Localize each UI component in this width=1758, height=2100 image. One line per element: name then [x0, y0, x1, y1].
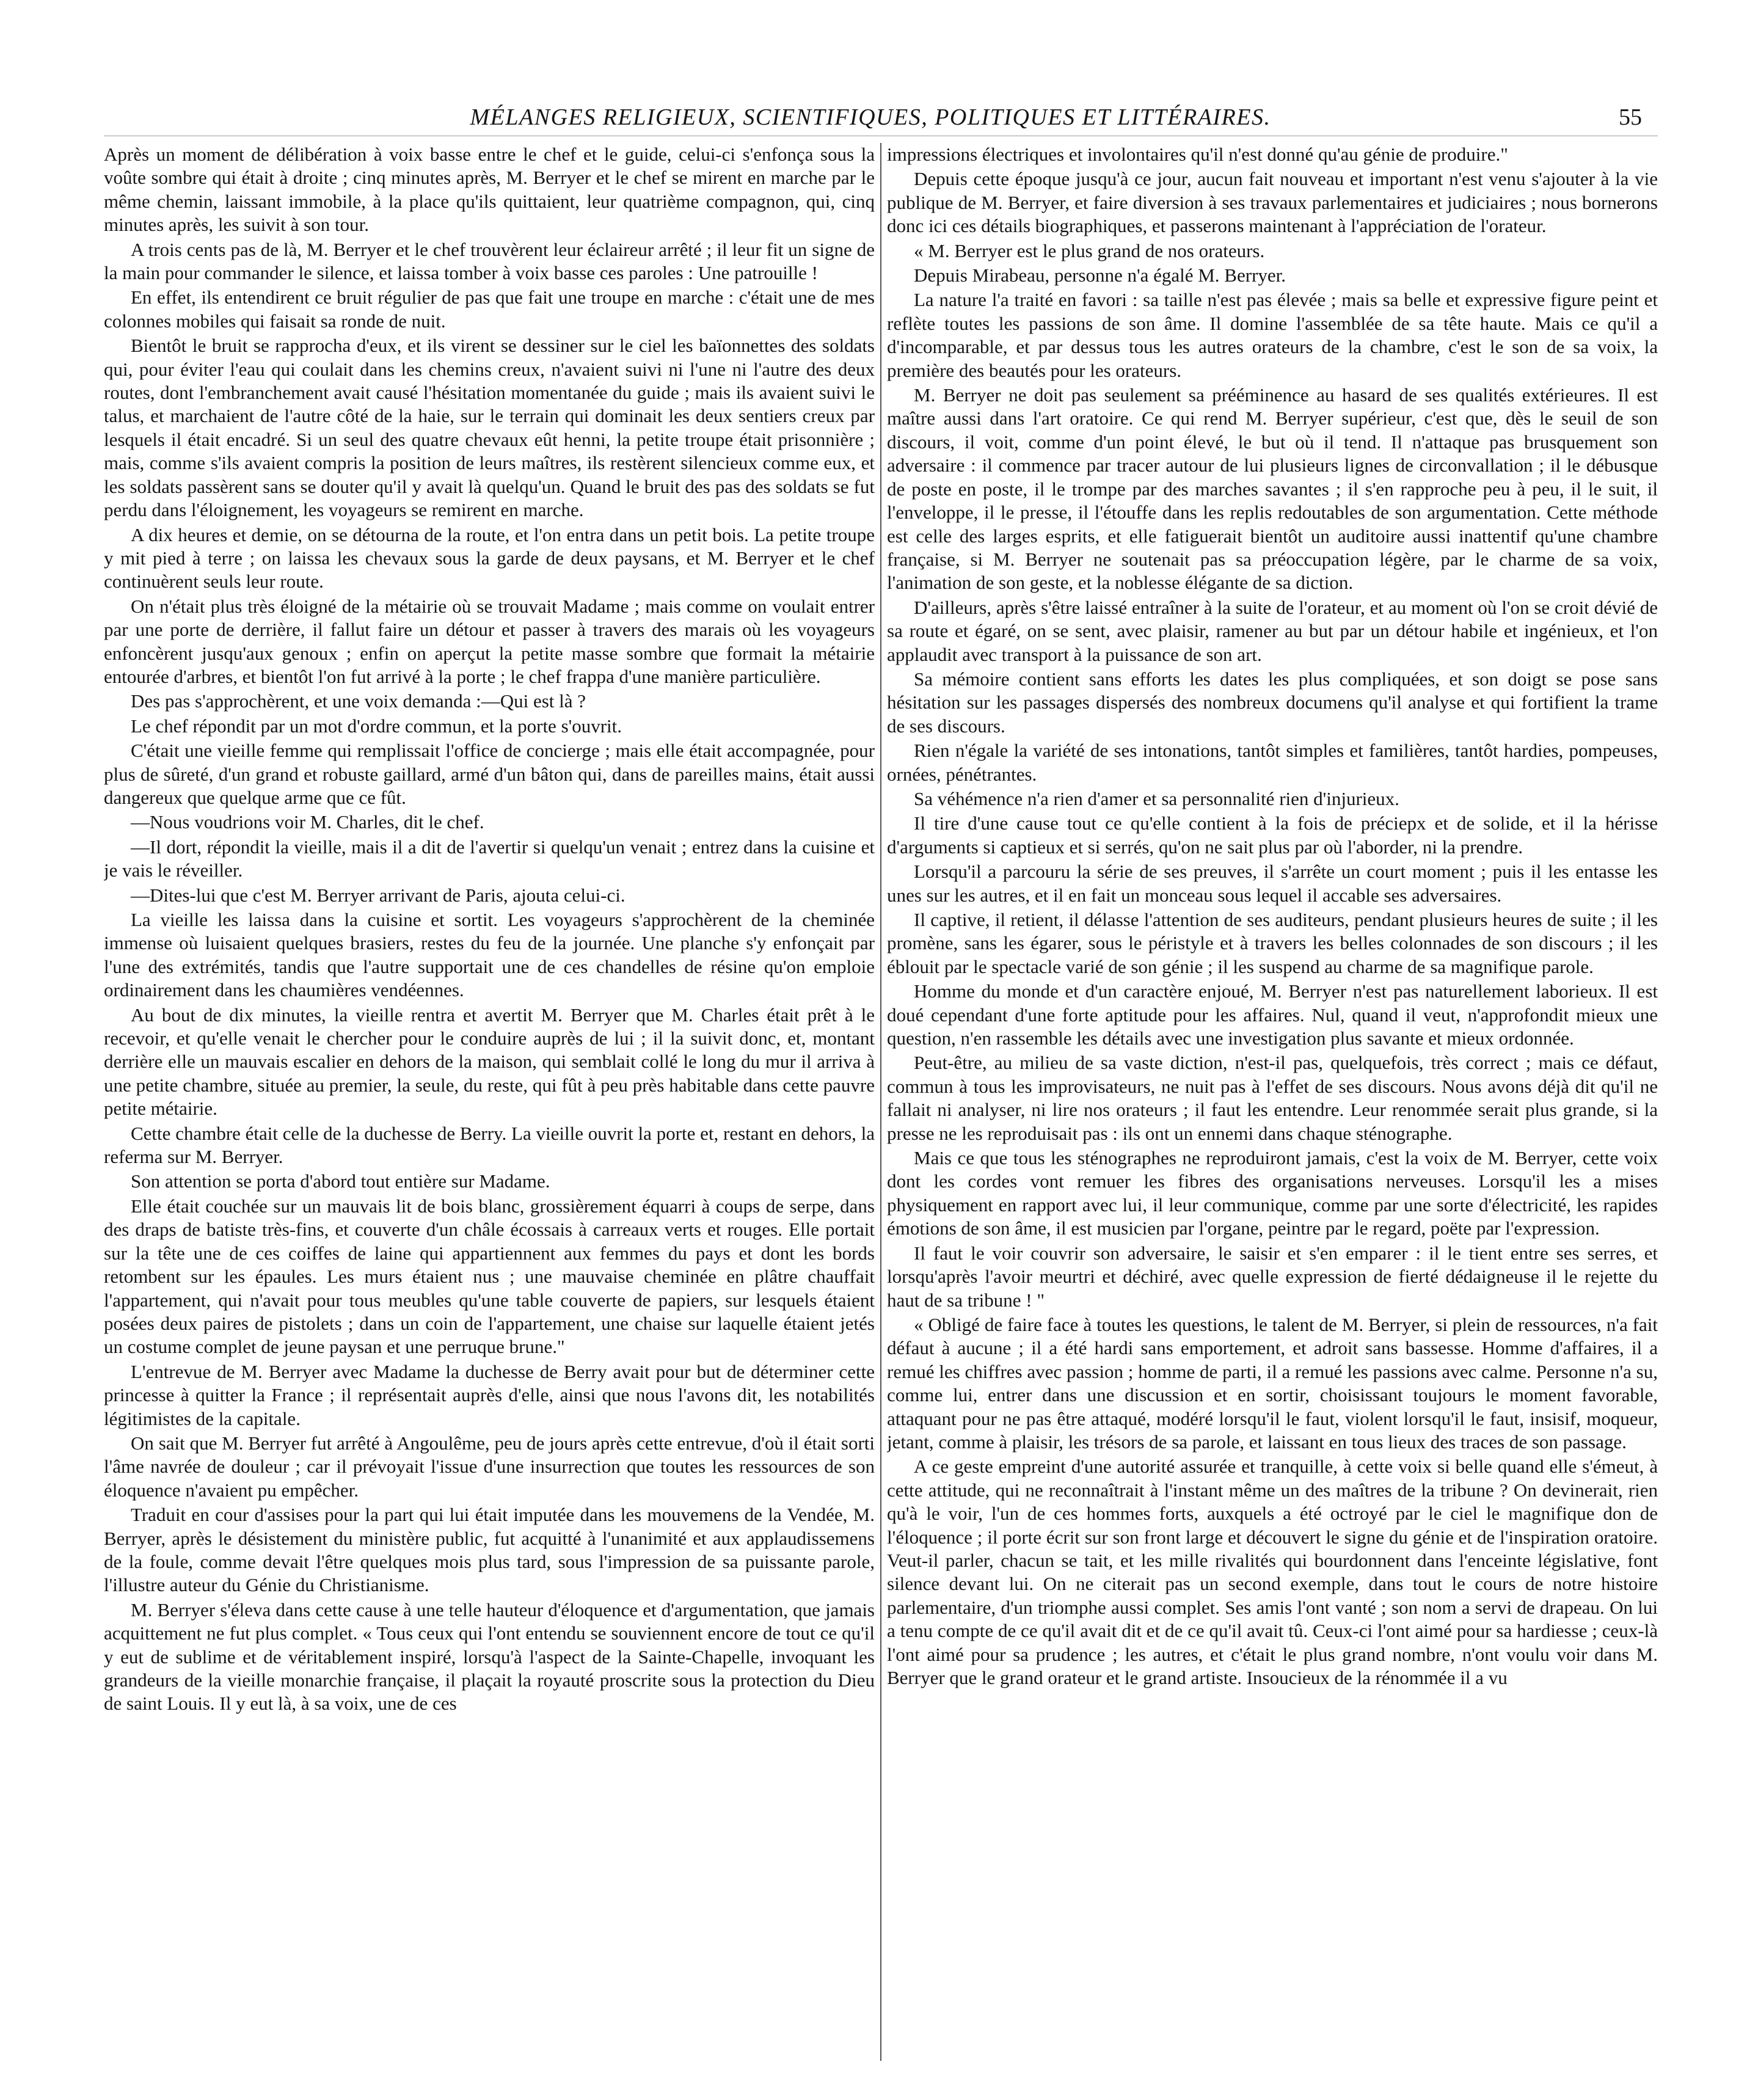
paragraph: Traduit en cour d'assises pour la part qui lui était imputée dans les mouvemens de la Vendée, M. Berryer, après le désistement du ministère public, fut acquitté à l'unanimité et aux applaudissemens de la foule, comme devait l'être quelques mois plus tard, sous l'impression de sa puissante parole, l'illustre auteur du Génie du Christianisme. [104, 1504, 875, 1596]
paragraph: Cette chambre était celle de la duchesse de Berry. La vieille ouvrit la porte et, restant en dehors, la referma sur M. Berryer. [104, 1122, 875, 1168]
paragraph: Homme du monde et d'un caractère enjoué, M. Berryer n'est pas naturellement laborieux. Il est doué cependant d'une forte aptitude pour les affaires. Nul, quand il veut, n'approfondit mieux une question, n'en rassemble les détails avec une investigation plus savante et mieux ordonnée. [887, 980, 1658, 1049]
paragraph: Sa véhémence n'a rien d'amer et sa personnalité rien d'injurieux. [914, 787, 1399, 809]
paragraph: On n'était plus très éloigné de la métairie où se trouvait Madame ; mais comme on voulait entrer par une porte de derrière, il fallut faire un détour et passer à travers des marais où les voyageurs enfoncèrent jusqu'aux genoux ; enfin on aperçut la petite masse sombre que formait la métairie entourée d'arbres, et bientôt l'on fut arrivé à la porte ; le chef frappa d'une manière particulière. [104, 595, 875, 687]
paragraph: Il tire d'une cause tout ce qu'elle contient à la fois de préciepx et de solide, et il la hérisse d'arguments si captieux et si serrés, qu'on ne sait plus par où l'aborder, ni la prendre. [887, 812, 1658, 858]
paragraph: Rien n'égale la variété de ses intonations, tantôt simples et familières, tantôt hardies, pompeuses, ornées, pénétrantes. [887, 740, 1658, 785]
paragraph: —Il dort, répondit la vieille, mais il a dit de l'avertir si quelqu'un venait ; entrez dans la cuisine et je vais le réveiller. [104, 836, 875, 881]
paragraph: C'était une vieille femme qui remplissait l'office de concierge ; mais elle était accompagnée, pour plus de sûreté, d'un grand et robuste gaillard, armé d'un bâton qui, dans de pareilles mains, était aussi dangereux que quelque arme que ce fût. [104, 740, 875, 808]
paragraph: Au bout de dix minutes, la vieille rentra et avertit M. Berryer que M. Charles était prêt à le recevoir, et qu'elle venait le chercher pour le conduire auprès de lui ; il la suivit donc, et, montant derrière elle un mauvais escalier en dehors de la maison, qui semblait collé le long du mur il arriva à une petite chambre, située au premier, la seule, du reste, qui fût à peu près habitable dans cette pauvre petite métairie. [104, 1004, 875, 1120]
paragraph: D'ailleurs, après s'être laissé entraîner à la suite de l'orateur, et au moment où l'on se croit dévié de sa route et égaré, on se sent, avec plaisir, ramener au but par un détour habile et ingénieux, et l'on applaudit avec transport à la puissance de son art. [887, 596, 1658, 665]
paragraph: La nature l'a traité en favori : sa taille n'est pas élevée ; mais sa belle et expressive figure peint et reflète toutes les passions de son âme. Il domine l'assemblée de sa tête haute. Mais ce qu'il a d'incomparable, et par dessus tous les autres orateurs de la chambre, c'est le son de sa voix, la première des beautés pour les orateurs. [887, 289, 1658, 381]
paragraph: Lorsqu'il a parcouru la série de ses preuves, il s'arrête un court moment ; puis il les entasse les unes sur les autres, et il en fait un monceau sous lequel il accable ses adversaires. [887, 861, 1658, 906]
paragraph: Peut-être, au milieu de sa vaste diction, n'est-il pas, quelquefois, très correct ; mais ce défaut, commun à tous les improvisateurs, ne nuit pas à l'effet de ses discours. Nous avons déjà dit qu'il ne fallait ni analyser, ni lire nos orateurs ; il faut les entendre. Leur renommée serait plus grande, si la presse ne les reproduisait pas : ils ont un ennemi dans chaque sténographe. [887, 1052, 1658, 1144]
paragraph: A trois cents pas de là, M. Berryer et le chef trouvèrent leur éclaireur arrêté ; il leur fit un signe de la main pour commander le silence, et laissa tomber à voix basse ces paroles : Une patrouille ! [104, 238, 875, 284]
paragraph: A dix heures et demie, on se détourna de la route, et l'on entra dans un petit bois. La petite troupe y mit pied à terre ; on laissa les chevaux sous la garde de deux paysans, et M. Berryer et le chef continuèrent seuls leur route. [104, 523, 875, 592]
paragraph: A ce geste empreint d'une autorité assurée et tranquille, à cette voix si belle quand elle s'émeut, à cette attitude, qui ne reconnaîtrait à l'instant même un des maîtres de la tribune ? On devinerait, rien qu'à le voir, l'un de ces hommes forts, auxquels a été octroyé par le ciel le magnifique don de l'éloquence ; il porte écrit sur son front large et découvert le signe du génie et de l'inspiration oratoire. Veut-il parler, chacun se tait, et les mille rivalités qui bourdonnent dans l'enceinte législative, font silence devant lui. On ne citerait pas un second exemple, dans tout le cours de notre histoire parlementaire, d'un triomphe aussi complet. Ses amis l'ont vanté ; son nom a servi de drapeau. On lui a tenu compte de ce qu'il avait dit et de ce qu'il avait tû. Ceux-ci l'ont aimé pour sa hardiesse ; ceux-là l'ont aimé pour sa prudence ; les autres, et c'était le plus grand nombre, n'ont voulu voir dans M. Berryer que le grand orateur et le grand artiste. Insoucieux de la rénommée il a vu [887, 1456, 1658, 1688]
paragraph: —Dites-lui que c'est M. Berryer arrivant de Paris, ajouta celui-ci. [131, 884, 626, 906]
paragraph: Sa mémoire contient sans efforts les dates les plus compliquées, et son doigt se pose sans hésitation sur les passages dispersés des nombreux documens qu'il analyse et qui fortifient la trame de ses discours. [887, 668, 1658, 737]
paragraph: Bientôt le bruit se rapprocha d'eux, et ils virent se dessiner sur le ciel les baïonnettes des soldats qui, pour éviter l'eau qui coulait dans les chemins creux, n'avaient suivi ni l'une ni l'autre des deux routes, dont l'embranchement avait causé l'hésitation momentanée du guide ; mais ils avaient suivi le talus, et marchaient de l'autre côté de la haie, sur le terrain qui dominait les deux sentiers creux par lesquels il était encadré. Si un seul des quatre chevaux eût henni, la petite troupe était prisonnière ; mais, comme s'ils avaient compris la position de leurs maîtres, ils restèrent silencieux comme eux, et les soldats passèrent sans se douter qu'il y avait là quelqu'un. Quand le bruit des pas des soldats se fut perdu dans l'éloignement, les voyageurs se remirent en marche. [104, 335, 875, 521]
paragraph: Son attention se porta d'abord tout entière sur Madame. [131, 1170, 550, 1192]
paragraph: Depuis cette époque jusqu'à ce jour, aucun fait nouveau et important n'est venu s'ajouter à la vie publique de M. Berryer, et faire diversion à ses travaux parlementaires et judiciaires ; nous bornerons donc ici ces détails biographiques, et passerons maintenant à l'appréciation de l'orateur. [887, 168, 1658, 237]
paragraph: « Obligé de faire face à toutes les questions, le talent de M. Berryer, si plein de ressources, n'a fait défaut à aucune ; il a été hardi sans emportement, et adroit sans bassesse. Homme d'affaires, il a remué les chiffres avec passion ; homme de parti, il a remué les passions avec calme. Personne n'a su, comme lui, entrer dans une discussion et en sortir, choisissant toujours le moment favorable, attaquant pour ne pas être attaqué, modéré lorsqu'il le faut, violent lorsqu'il le faut, insisif, moqueur, jetant, comme à plaisir, les trésors de sa parole, et laissant en tous lieux des traces de son passage. [887, 1313, 1658, 1453]
paragraph: Il faut le voir couvrir son adversaire, le saisir et s'en emparer : il le tient entre ses serres, et lorsqu'après l'avoir meurtri et déchiré, avec quelle expression de fierté dédaigneuse il le rejette du haut de sa tribune ! " [887, 1242, 1658, 1311]
paragraph: M. Berryer ne doit pas seulement sa prééminence au hasard de ses qualités extérieures. Il est maître aussi dans l'art oratoire. Ce qui rend M. Berryer supérieur, c'est que, dès le seuil de son discours, il voit, comme d'un point élevé, le but où il tend. Il n'attaque pas brusquement son adversaire : il commence par tracer autour de lui plusieurs lignes de circonvallation ; il le débusque de poste en poste, il le trompe par des marches savantes ; il s'en rapproche peu à peu, il le suit, il l'enveloppe, il le presse, il l'étouffe dans les replis redoutables de son argumentation. Cette méthode est celle des larges esprits, et elle fatiguerait bientôt un auditoire aussi inattentif qu'une chambre française, si M. Berryer ne soutenait pas sa préoccupation légère, par le charme de sa voix, l'animation de son geste, et la noblesse élégante de sa diction. [887, 384, 1658, 594]
paragraph: En effet, ils entendirent ce bruit régulier de pas que fait une troupe en marche : c'était une de mes colonnes mobiles qui faisait sa ronde de nuit. [104, 286, 875, 332]
paragraph: Depuis Mirabeau, personne n'a égalé M. Berryer. [914, 264, 1286, 286]
paragraph: M. Berryer s'éleva dans cette cause à une telle hauteur d'éloquence et d'argumentation, que jamais acquittement ne fut plus complet. « Tous ceux qui l'ont entendu se souviennent encore de tout ce qu'il y eut de sublime et de véritablement inspiré, lorsqu'à l'aspect de la Sainte-Chapelle, invoquant les grandeurs de la vieille monarchie française, il plaçait la royauté proscrite sous la protection du Dieu de saint Louis. Il y eut là, à sa voix, une de ces [104, 1599, 875, 1715]
paragraph: On sait que M. Berryer fut arrêté à Angoulême, peu de jours après cette entrevue, d'où il était sorti l'âme navrée de douleur ; car il prévoyait l'issue d'une insurrection que toutes les ressources de son éloquence n'avaient pu empêcher. [104, 1432, 875, 1501]
paragraph: Elle était couchée sur un mauvais lit de bois blanc, grossièrement équarri à coups de serpe, dans des draps de batiste très-fins, et couverte d'un châle écossais à carreaux verts et rouges. Elle portait sur la tête une de ces coiffes de laine qui appartiennent aux femmes du pays et dont les bords retombent sur les épaules. Les murs étaient nus ; une mauvaise cheminée en plâtre chauffait l'appartement, qui n'avait pour tous meubles qu'une table couverte de papiers, sur lesquels étaient posées deux paires de pistolets ; dans un coin de l'appartement, une chaise sur laquelle étaient jetés un costume complet de jeune paysan et une perruque brune." [104, 1195, 875, 1358]
paragraph: Après un moment de délibération à voix basse entre le chef et le guide, celui-ci s'enfonça sous la voûte sombre qui était à droite ; cinq minutes après, M. Berryer et le chef se mirent en marche par le même chemin, laissant immobile, à la place qu'ils quittaient, leur quatrième compagnon, qui, cinq minutes après, les suivit à son tour. [104, 144, 875, 236]
paragraph: —Nous voudrions voir M. Charles, dit le chef. [131, 811, 484, 833]
paragraph: « M. Berryer est le plus grand de nos orateurs. [914, 239, 1265, 261]
paragraph: impressions électriques et involontaires qu'il n'est donné qu'au génie de produire." [887, 144, 1508, 165]
right-column [887, 143, 1658, 2067]
page-number: 55 [1619, 104, 1642, 130]
running-title: MÉLANGES RELIGIEUX, SCIENTIFIQUES, POLITIQUES ET LITTÉRAIRES. [470, 104, 1271, 130]
column-divider [880, 143, 881, 2061]
paragraph: L'entrevue de M. Berryer avec Madame la duchesse de Berry avait pour but de déterminer cette princesse à quitter la France ; il représentait auprès d'elle, ainsi que nous l'avons dit, les notabilités légitimistes de la capitale. [104, 1360, 875, 1429]
paragraph: Mais ce que tous les sténographes ne reproduiront jamais, c'est la voix de M. Berryer, cette voix dont les cordes vont remuer les fibres des organisations nerveuses. Lorsqu'il les a mises physiquement en rapport avec lui, il leur communique, comme par une sorte d'électricité, les rapides émotions de son âme, il est musicien par l'organe, peintre par le regard, poëte par l'expression. [887, 1147, 1658, 1239]
paragraph: Il captive, il retient, il délasse l'attention de ses auditeurs, pendant plusieurs heures de suite ; il les promène, sans les égarer, sous le péristyle et à travers les belles colonnades de son discours ; il les éblouit par le spectacle varié de son génie ; il les suspend au charme de sa magnifique parole. [887, 909, 1658, 977]
paragraph: Des pas s'approchèrent, et une voix demanda :—Qui est là ? [131, 690, 586, 712]
left-column [104, 143, 875, 2067]
paragraph: Le chef répondit par un mot d'ordre commun, et la porte s'ouvrit. [131, 715, 622, 737]
paragraph: La vieille les laissa dans la cuisine et sortit. Les voyageurs s'approchèrent de la cheminée immense où luisaient quelques brasiers, restes du feu de la journée. Une planche s'y enfonçait par l'une des extrémités, tandis que l'autre supportait une de ces chandelles de résine qu'on emploie ordinairement dans les chaumières vendéennes. [104, 909, 875, 1001]
